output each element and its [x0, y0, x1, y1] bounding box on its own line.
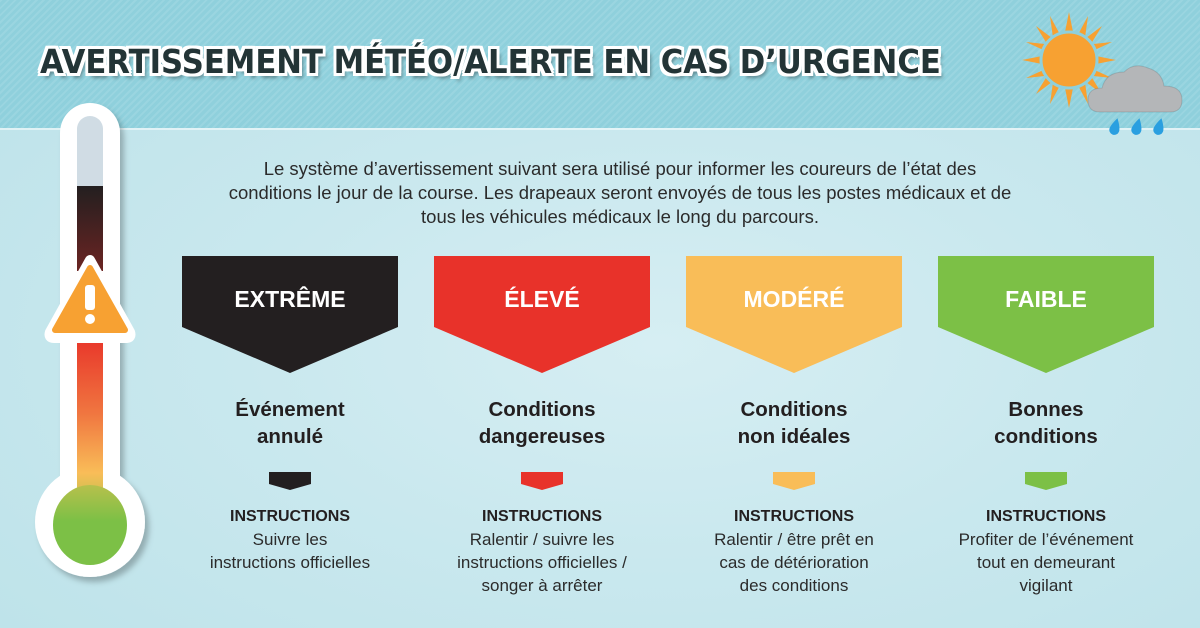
level-faible [938, 256, 1154, 597]
condition-text: Conditions dangereuses [478, 398, 606, 448]
instructions-heading: INSTRUCTIONS [986, 508, 1106, 525]
arrow-down-icon [269, 472, 311, 490]
badge-label: ÉLEVÉ [504, 286, 580, 312]
condition-text: Conditions non idéales [737, 398, 851, 448]
instructions-heading: INSTRUCTIONS [230, 508, 350, 525]
instructions-text: Suivre les instructions officielles [209, 530, 371, 572]
instructions-text: Profiter de l’événement tout en demeurant vigilant [958, 530, 1134, 595]
level-eleve [434, 256, 650, 597]
weather-icon [1022, 12, 1192, 142]
level-badge [182, 256, 398, 374]
level-modere [686, 256, 902, 597]
arrow-down-icon [773, 472, 815, 490]
page-title: AVERTISSEMENT MÉTÉO/ALERTE EN CAS D’URGENCE [40, 42, 941, 81]
level-badge [434, 256, 650, 374]
badge-label: MODÉRÉ [743, 286, 845, 312]
thermometer-graphic [30, 100, 160, 600]
badge-label: EXTRÊME [234, 286, 346, 312]
instructions-text: Ralentir / être prêt en cas de détérioration des conditions [714, 530, 874, 595]
condition-text: Événement annulé [235, 398, 345, 448]
intro-paragraph: Le système d’avertissement suivant sera utilisé pour informer les coureurs de l’état des conditions le jour de la course. Les drapeaux seront envoyés de tous les postes médicaux et de tous les véhicules médicaux le long du parcours. [228, 158, 1012, 227]
level-badge [686, 256, 902, 374]
level-extreme [182, 256, 398, 574]
arrow-down-icon [1025, 472, 1067, 490]
instructions-heading: INSTRUCTIONS [734, 508, 854, 525]
badge-label: FAIBLE [1005, 286, 1087, 312]
arrow-down-icon [521, 472, 563, 490]
condition-text: Bonnes conditions [994, 398, 1098, 448]
instructions-text: Ralentir / suivre les instructions officielles / songer à arrêter [457, 530, 627, 595]
instructions-heading: INSTRUCTIONS [482, 508, 602, 525]
level-badge [938, 256, 1154, 374]
